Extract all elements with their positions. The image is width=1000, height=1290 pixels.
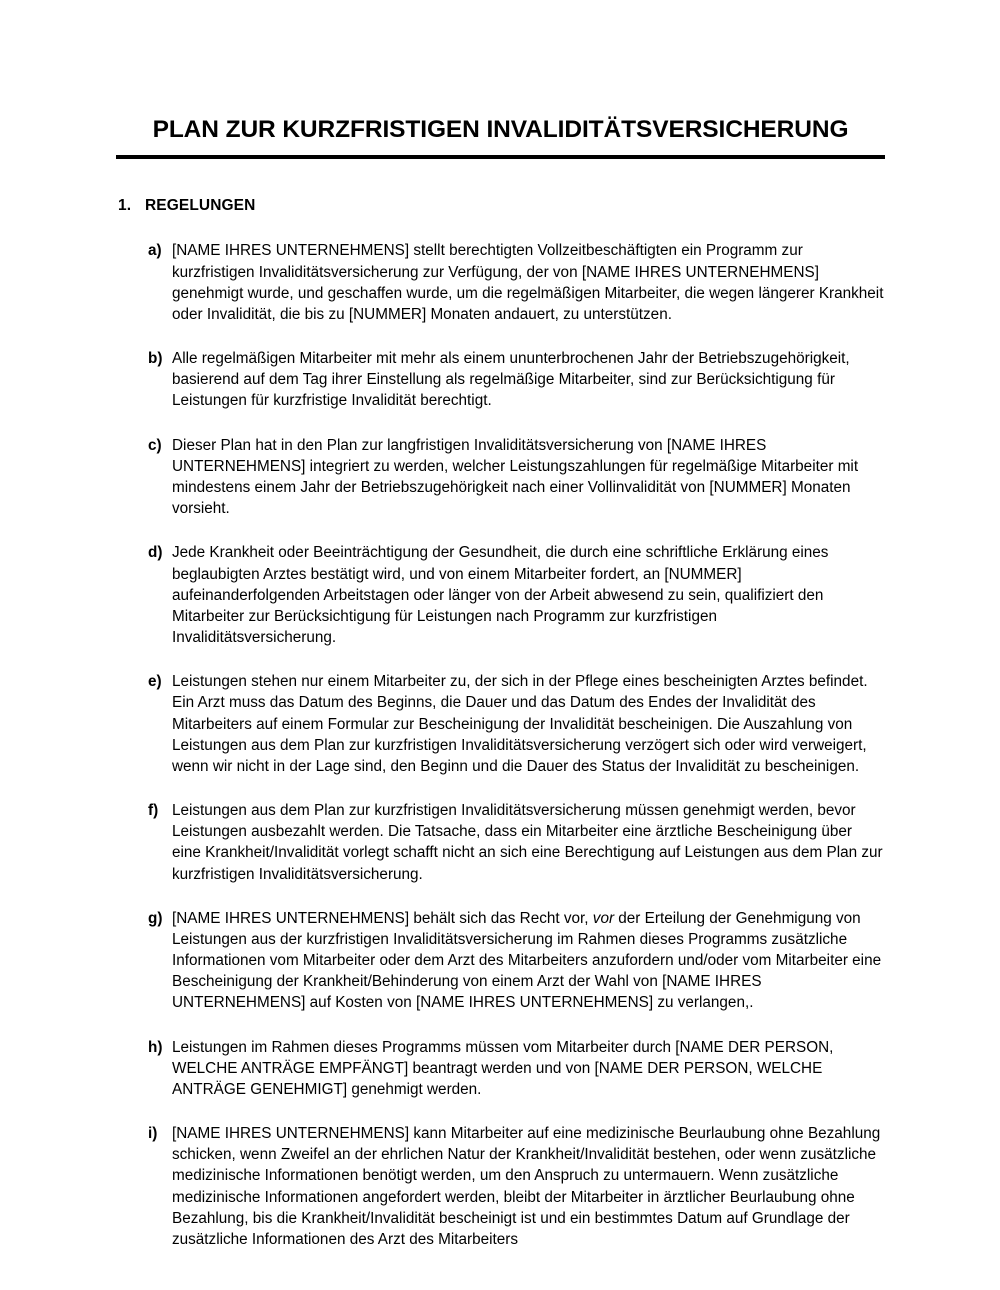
clause-text: Alle regelmäßigen Mitarbeiter mit mehr als einem ununterbrochenen Jahr der Betriebszugehörigkeit, basierend auf dem Tag ihrer Einstellung als regelmäßige Mitarbeiter, sind zur Berücksichtigung für Leistungen für kurzfristige Invalidität berechtigt. — [172, 350, 850, 410]
page-title: PLAN ZUR KURZFRISTIGEN INVALIDITÄTSVERSICHERUNG — [152, 116, 849, 143]
clause-text — [172, 908, 885, 1014]
clause-marker: e) — [148, 673, 162, 691]
clause-text: Dieser Plan hat in den Plan zur langfristigen Invaliditätsversicherung von [NAME IHRES UNTERNEHMENS] integriert zu werden, welcher Leistungszahlungen für regelmäßige Mitarbeiter mit mindestens einem Jahr der Betriebszugehörigkeit nach einer Vollinvalidität von [NUMMER] Monaten vorsieht. — [172, 436, 859, 518]
title-divider — [116, 155, 885, 159]
clause-text: Jede Krankheit oder Beeinträchtigung der Gesundheit, die durch eine schriftliche Erklärung eines beglaubigten Arztes bestätigt wird, und von einem Mitarbeiter fordert, an [NUMMER] aufeinanderfolgenden Arbeitstagen oder länger von der Arbeit abwesend zu sein, qualifiziert den Mitarbeiter zur Berücksichtigung für Leistungen nach Programm zur kurzfristigen Invaliditätsversicherung. — [172, 544, 829, 647]
clause-item — [116, 671, 885, 777]
clause-text: Leistungen im Rahmen dieses Programms müssen vom Mitarbeiter durch [NAME DER PERSON, WELCHE ANTRÄGE EMPFÄNGT] beantragt werden und von [NAME DER PERSON, WELCHE ANTRÄGE GENEHMIGT] genehmigt werden. — [172, 1038, 834, 1098]
section-regelungen — [116, 197, 885, 1250]
clause-item — [116, 1037, 885, 1101]
clause-text: Leistungen aus dem Plan zur kurzfristigen Invaliditätsversicherung müssen genehmigt werden, bevor Leistungen ausbezahlt werden. Die Tatsache, dass ein Mitarbeiter eine ärztliche Bescheinigung über eine Krankheit/Invalidität vorlegt schafft nicht an sich eine Berechtigung auf Leistungen aus dem Plan zur kurzfristigen Invaliditätsversicherung. — [172, 802, 883, 883]
clause-text-before-emphasis: [NAME IHRES UNTERNEHMENS] behält sich das Recht vor, — [172, 909, 593, 927]
clause-item — [116, 908, 885, 1014]
clause-item — [116, 542, 885, 648]
clause-text: [NAME IHRES UNTERNEHMENS] kann Mitarbeiter auf eine medizinische Beurlaubung ohne Bezahlung schicken, wenn Zweifel an der ehrlichen Natur der Krankheit/Invalidität bestehen, oder wenn zusätzliche medizinische Informationen benötigt werden, um den Anspruch zu untermauern. Wenn zusätzliche medizinische Informationen angefordert werden, bleibt der Mitarbeiter in ärztlicher Beurlaubung ohne Bezahlung, bis die Krankheit/Invalidität bescheinigt ist und ein bestimmtes Datum auf Grundlage der zusätzliche Informationen des Arzt des Mitarbeiters — [172, 1125, 881, 1248]
clause-item — [116, 1123, 885, 1250]
clause-marker: h) — [148, 1038, 163, 1056]
clause-marker: g) — [148, 909, 163, 927]
clause-marker: c) — [148, 436, 162, 454]
clause-emphasis: vor — [592, 909, 615, 927]
clause-text: [NAME IHRES UNTERNEHMENS] stellt berechtigten Vollzeitbeschäftigten ein Programm zur kurzfristigen Invaliditätsversicherung zur Verfügung, der von [NAME IHRES UNTERNEHMENS] genehmigt wurde, und geschaffen wurde, um die regelmäßigen Mitarbeiter, die wegen längerer Krankheit oder Invalidität, die bis zu [NUMMER] Monaten andauert, zu unterstützen. — [172, 242, 884, 323]
section-heading — [118, 197, 885, 215]
clause-marker: b) — [148, 350, 163, 368]
clause-marker: d) — [148, 544, 163, 562]
clause-text-after-emphasis: der Erteilung der Genehmigung von Leistungen aus der kurzfristigen Invaliditätsversicherung im Rahmen dieses Programms zusätzliche Informationen vom Mitarbeiter oder dem Arzt des Mitarbeiters anzufordern und/oder vom Mitarbeiter eine Bescheinigung der Krankheit/Behinderung von einem Arzt der Wahl von [NAME IHRES UNTERNEHMENS] auf Kosten von [NAME IHRES UNTERNEHMENS] zu verlangen,. — [172, 909, 882, 1012]
clause-item — [116, 240, 885, 325]
clause-item — [116, 348, 885, 412]
section-title: REGELUNGEN — [145, 197, 256, 215]
clause-list — [116, 240, 885, 1250]
clause-marker: f) — [148, 802, 159, 820]
section-number: 1. — [118, 197, 132, 215]
clause-marker: a) — [148, 242, 162, 260]
clause-item — [116, 435, 885, 520]
clause-item — [116, 800, 885, 885]
clause-text: Leistungen stehen nur einem Mitarbeiter zu, der sich in der Pflege eines bescheinigten Arztes befindet. Ein Arzt muss das Datum des Beginns, die Dauer und das Datum des Endes der Invalidität des Mitarbeiters auf einem Formular zur Bescheinigung der Invalidität bescheinigen. Die Auszahlung von Leistungen aus dem Plan zur kurzfristigen Invaliditätsversicherung verzögert sich oder wird verweigert, wenn wir nicht in der Lage sind, den Beginn und die Dauer des Status der Invalidität zu bescheinigen. — [172, 673, 868, 775]
clause-marker: i) — [148, 1125, 158, 1143]
